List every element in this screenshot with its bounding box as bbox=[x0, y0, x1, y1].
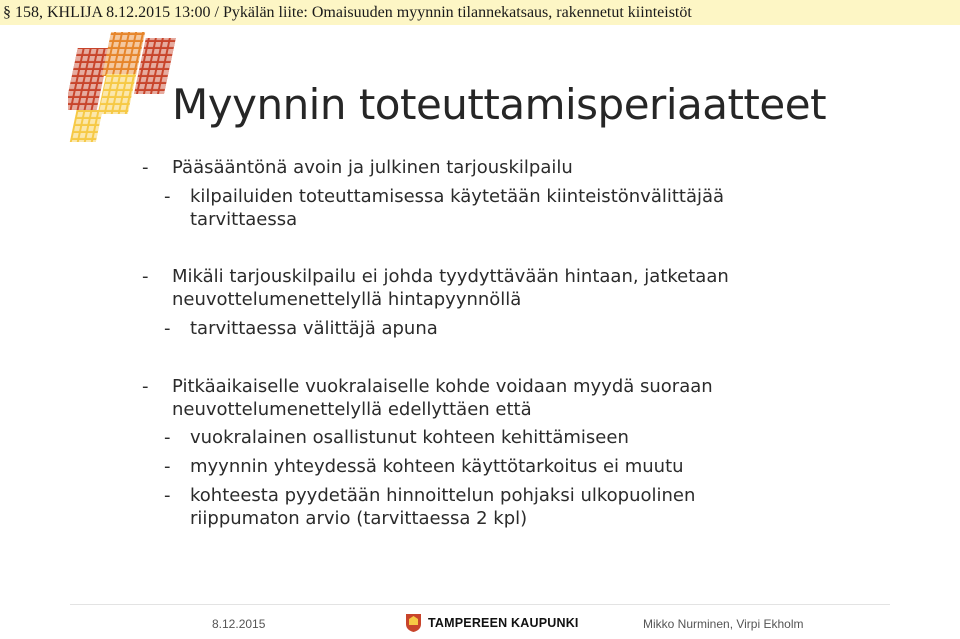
slide-logo-icon bbox=[68, 28, 178, 146]
bullet-1 bbox=[142, 156, 573, 179]
footer-brand-name: TAMPEREEN KAUPUNKI bbox=[428, 616, 579, 630]
bullet-text: vuokralainen osallistunut kohteen kehittämiseen bbox=[190, 427, 629, 448]
bullet-dash: - bbox=[164, 456, 171, 477]
bullet-text-line1: kilpailuiden toteuttamisessa käytetään kiinteistönvälittäjää bbox=[190, 186, 725, 207]
document-header-text: 158, KHLIJA 8.12.2015 13:00 / Pykälän liite: Omaisuuden myynnin tilannekatsaus, rakennetut kiinteistöt bbox=[15, 4, 692, 21]
bullet-2 bbox=[142, 265, 729, 311]
bullet-dash: - bbox=[142, 376, 149, 397]
bullet-dash: - bbox=[164, 427, 171, 448]
bullet-text: tarvittaessa välittäjä apuna bbox=[190, 318, 438, 339]
bullet-3a bbox=[164, 426, 629, 449]
bullet-text-line1: Pitkäaikaiselle vuokralaiselle kohde voidaan myydä suoraan bbox=[172, 376, 713, 397]
bullet-dash: - bbox=[142, 157, 149, 178]
bullet-dash: - bbox=[164, 318, 171, 339]
section-mark: § bbox=[3, 4, 11, 21]
bullet-text-line1: kohteesta pyydetään hinnoittelun pohjaksi ulkopuolinen bbox=[190, 485, 696, 506]
bullet-3c bbox=[164, 484, 696, 530]
bullet-text-line1: Mikäli tarjouskilpailu ei johda tyydyttävään hintaan, jatketaan bbox=[172, 266, 729, 287]
footer-date: 8.12.2015 bbox=[212, 617, 266, 631]
bullet-1a bbox=[164, 185, 725, 231]
bullet-3b bbox=[164, 455, 684, 478]
bullet-2a bbox=[164, 317, 438, 340]
bullet-text: Pääsääntönä avoin ja julkinen tarjouskilpailu bbox=[172, 157, 573, 178]
document-header-bar bbox=[0, 0, 960, 25]
bullet-dash: - bbox=[142, 266, 149, 287]
footer-brand bbox=[405, 613, 579, 633]
bullet-dash: - bbox=[164, 485, 171, 506]
bullet-3 bbox=[142, 375, 713, 421]
slide-title: Myynnin toteuttamisperiaatteet bbox=[172, 80, 827, 129]
bullet-text-line2: neuvottelumenettelyllä hintapyynnöllä bbox=[172, 289, 522, 310]
footer-divider bbox=[70, 604, 890, 605]
city-crest-icon bbox=[405, 613, 422, 633]
bullet-text-line2: riippumaton arvio (tarvittaessa 2 kpl) bbox=[190, 508, 528, 529]
bullet-dash: - bbox=[164, 186, 171, 207]
footer-authors: Mikko Nurminen, Virpi Ekholm bbox=[643, 617, 804, 631]
bullet-text-line2: tarvittaessa bbox=[190, 209, 298, 230]
bullet-text: myynnin yhteydessä kohteen käyttötarkoitus ei muutu bbox=[190, 456, 684, 477]
bullet-text-line2: neuvottelumenettelyllä edellyttäen että bbox=[172, 399, 532, 420]
